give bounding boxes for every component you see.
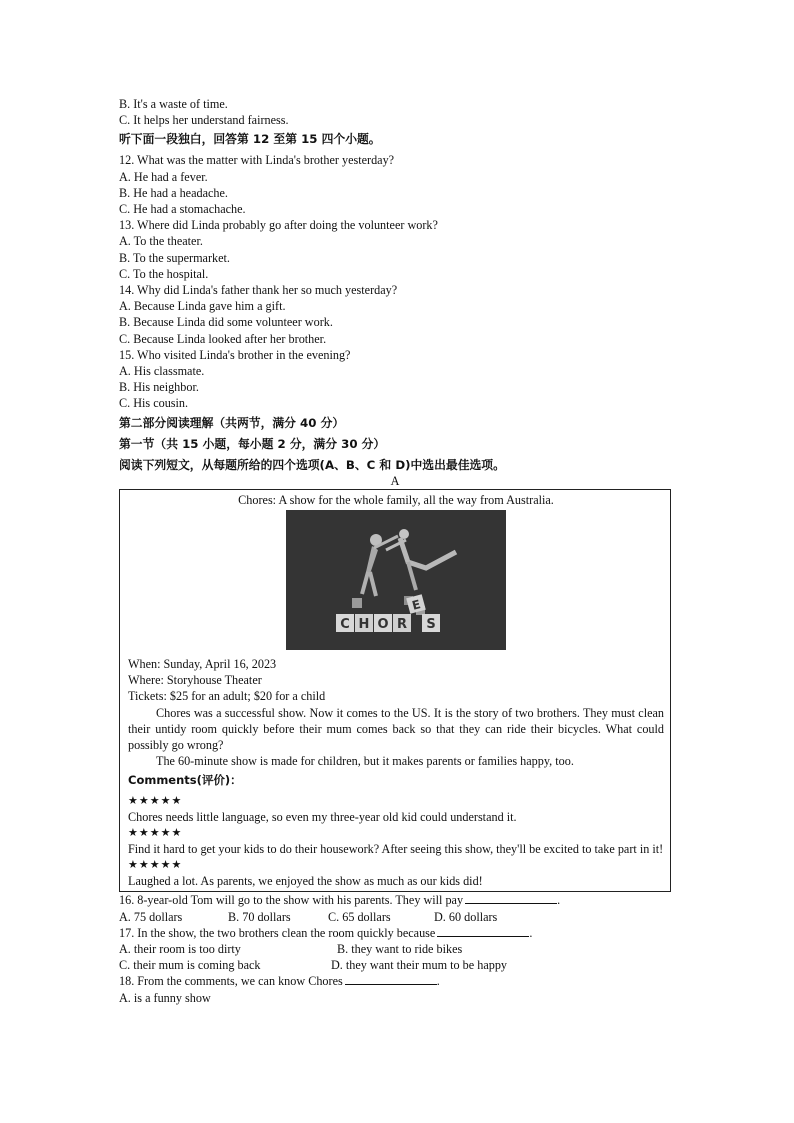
- reading-instruction: 阅读下列短文，从每题所给的四个选项(A、B、C 和 D)中选出最佳选项。: [119, 457, 505, 472]
- question-18: [119, 973, 679, 1005]
- question-stem: 16. 8-year-old Tom will go to the show with his parents. They will pay .: [119, 893, 561, 908]
- part2-heading: 第二部分阅读理解（共两节，满分 40 分）: [119, 415, 345, 430]
- option: A. 75 dollars: [119, 909, 183, 924]
- ad-where: Where: Storyhouse Theater: [128, 673, 262, 688]
- show-photo-illustration: [286, 510, 506, 650]
- option-line: B. To the supermarket.: [119, 250, 230, 265]
- question-stem: 14. Why did Linda's father thank her so much yesterday?: [119, 283, 398, 298]
- comment-3-text: Laughed a lot. As parents, we enjoyed the show as much as our kids did!: [128, 874, 483, 889]
- ad-paragraph-2: The 60-minute show is made for children, but it makes parents or families happy, too.: [156, 754, 574, 769]
- question-16: [119, 892, 679, 924]
- answer-blank: [437, 925, 529, 937]
- options-row: [119, 909, 679, 925]
- advertisement-box: [119, 489, 671, 892]
- section-heading-monologue: 听下面一段独白，回答第 12 至第 15 四个小题。: [119, 132, 381, 147]
- comment-2-text: Find it hard to get your kids to do their housework? After seeing this show, they'll be excited to take part in it!: [128, 841, 664, 856]
- answer-blank: [345, 973, 437, 985]
- passage-letter: A: [390, 473, 400, 488]
- question-stem-text: 18. From the comments, we can know Chores: [119, 974, 343, 989]
- option: C. 65 dollars: [328, 909, 391, 924]
- option: D. they want their mum to be happy: [331, 958, 508, 973]
- question-stem: 15. Who visited Linda's brother in the evening?: [119, 347, 351, 362]
- option: B. 70 dollars: [228, 909, 291, 924]
- photo-block-letter: S: [426, 617, 436, 633]
- comment-1-text: Chores needs little language, so even my three-year old kid could understand it.: [128, 809, 517, 824]
- option: A. their room is too dirty: [119, 941, 241, 956]
- question-13: [119, 217, 679, 282]
- question-17: [119, 925, 679, 974]
- option: C. their mum is coming back: [119, 958, 261, 973]
- comment-2-stars: ★★★★★: [128, 825, 183, 839]
- option-line: C. To the hospital.: [119, 266, 209, 281]
- option-line: A. To the theater.: [119, 234, 203, 249]
- comments-label: [128, 772, 664, 788]
- answer-blank: [465, 892, 557, 904]
- question-stem-text: 16. 8-year-old Tom will go to the show with his parents. They will pay: [119, 893, 464, 908]
- option-line: C. Because Linda looked after her brother.: [119, 331, 327, 346]
- option-line: C. His cousin.: [119, 396, 189, 411]
- photo-block-letter: E: [410, 597, 423, 613]
- options-row: [119, 941, 679, 957]
- option-line: A. He had a fever.: [119, 169, 208, 184]
- question-stem: 17. In the show, the two brothers clean the room quickly because .: [119, 925, 533, 940]
- option-line: B. His neighbor.: [119, 380, 199, 395]
- photo-block-letter: C: [340, 617, 350, 633]
- comment-1-stars: ★★★★★: [128, 793, 183, 807]
- option-line: A. His classmate.: [119, 364, 205, 379]
- photo-block-letter: O: [377, 617, 389, 633]
- question-stem: 12. What was the matter with Linda's brother yesterday?: [119, 153, 395, 168]
- question-12: [119, 152, 679, 217]
- question-14: [119, 282, 679, 347]
- section1-heading: 第一节（共 15 小题，每小题 2 分，满分 30 分）: [119, 436, 386, 451]
- photo-block-letter: R: [396, 617, 408, 633]
- exam-page: [119, 96, 679, 1006]
- ad-headline: Chores: A show for the whole family, all the way from Australia.: [238, 492, 554, 507]
- question-stem: 18. From the comments, we can know Chores .: [119, 974, 440, 989]
- option-line: B. It's a waste of time.: [119, 97, 228, 111]
- option-line: A. Because Linda gave him a gift.: [119, 299, 286, 314]
- question-15: [119, 347, 679, 412]
- question-stem-text: 17. In the show, the two brothers clean the room quickly because: [119, 925, 436, 940]
- ad-when: When: Sunday, April 16, 2023: [128, 657, 277, 672]
- option-line: B. Because Linda did some volunteer work.: [119, 315, 333, 330]
- option-line: C. He had a stomachache.: [119, 202, 246, 217]
- comments-label-text: Comments(评价)：: [128, 773, 242, 788]
- option: B. they want to ride bikes: [337, 941, 463, 956]
- options-row: [119, 957, 679, 973]
- ad-tickets: Tickets: $25 for an adult; $20 for a child: [128, 689, 326, 704]
- question-stem: 13. Where did Linda probably go after doing the volunteer work?: [119, 218, 438, 233]
- option-line: A. is a funny show: [119, 990, 211, 1005]
- option-line: C. It helps her understand fairness.: [119, 113, 289, 128]
- option: D. 60 dollars: [434, 909, 498, 924]
- photo-block-letter: H: [358, 617, 370, 633]
- show-photo: [286, 510, 506, 650]
- option-line: B. He had a headache.: [119, 185, 228, 200]
- ad-paragraph-1: Chores was a successful show. Now it comes to the US. It is the story of two brothers. They must clean their untidy room quickly before their mum comes back so that they can ride their bicycles. What could possibly go wrong?: [128, 705, 664, 753]
- comment-3-stars: ★★★★★: [128, 858, 183, 872]
